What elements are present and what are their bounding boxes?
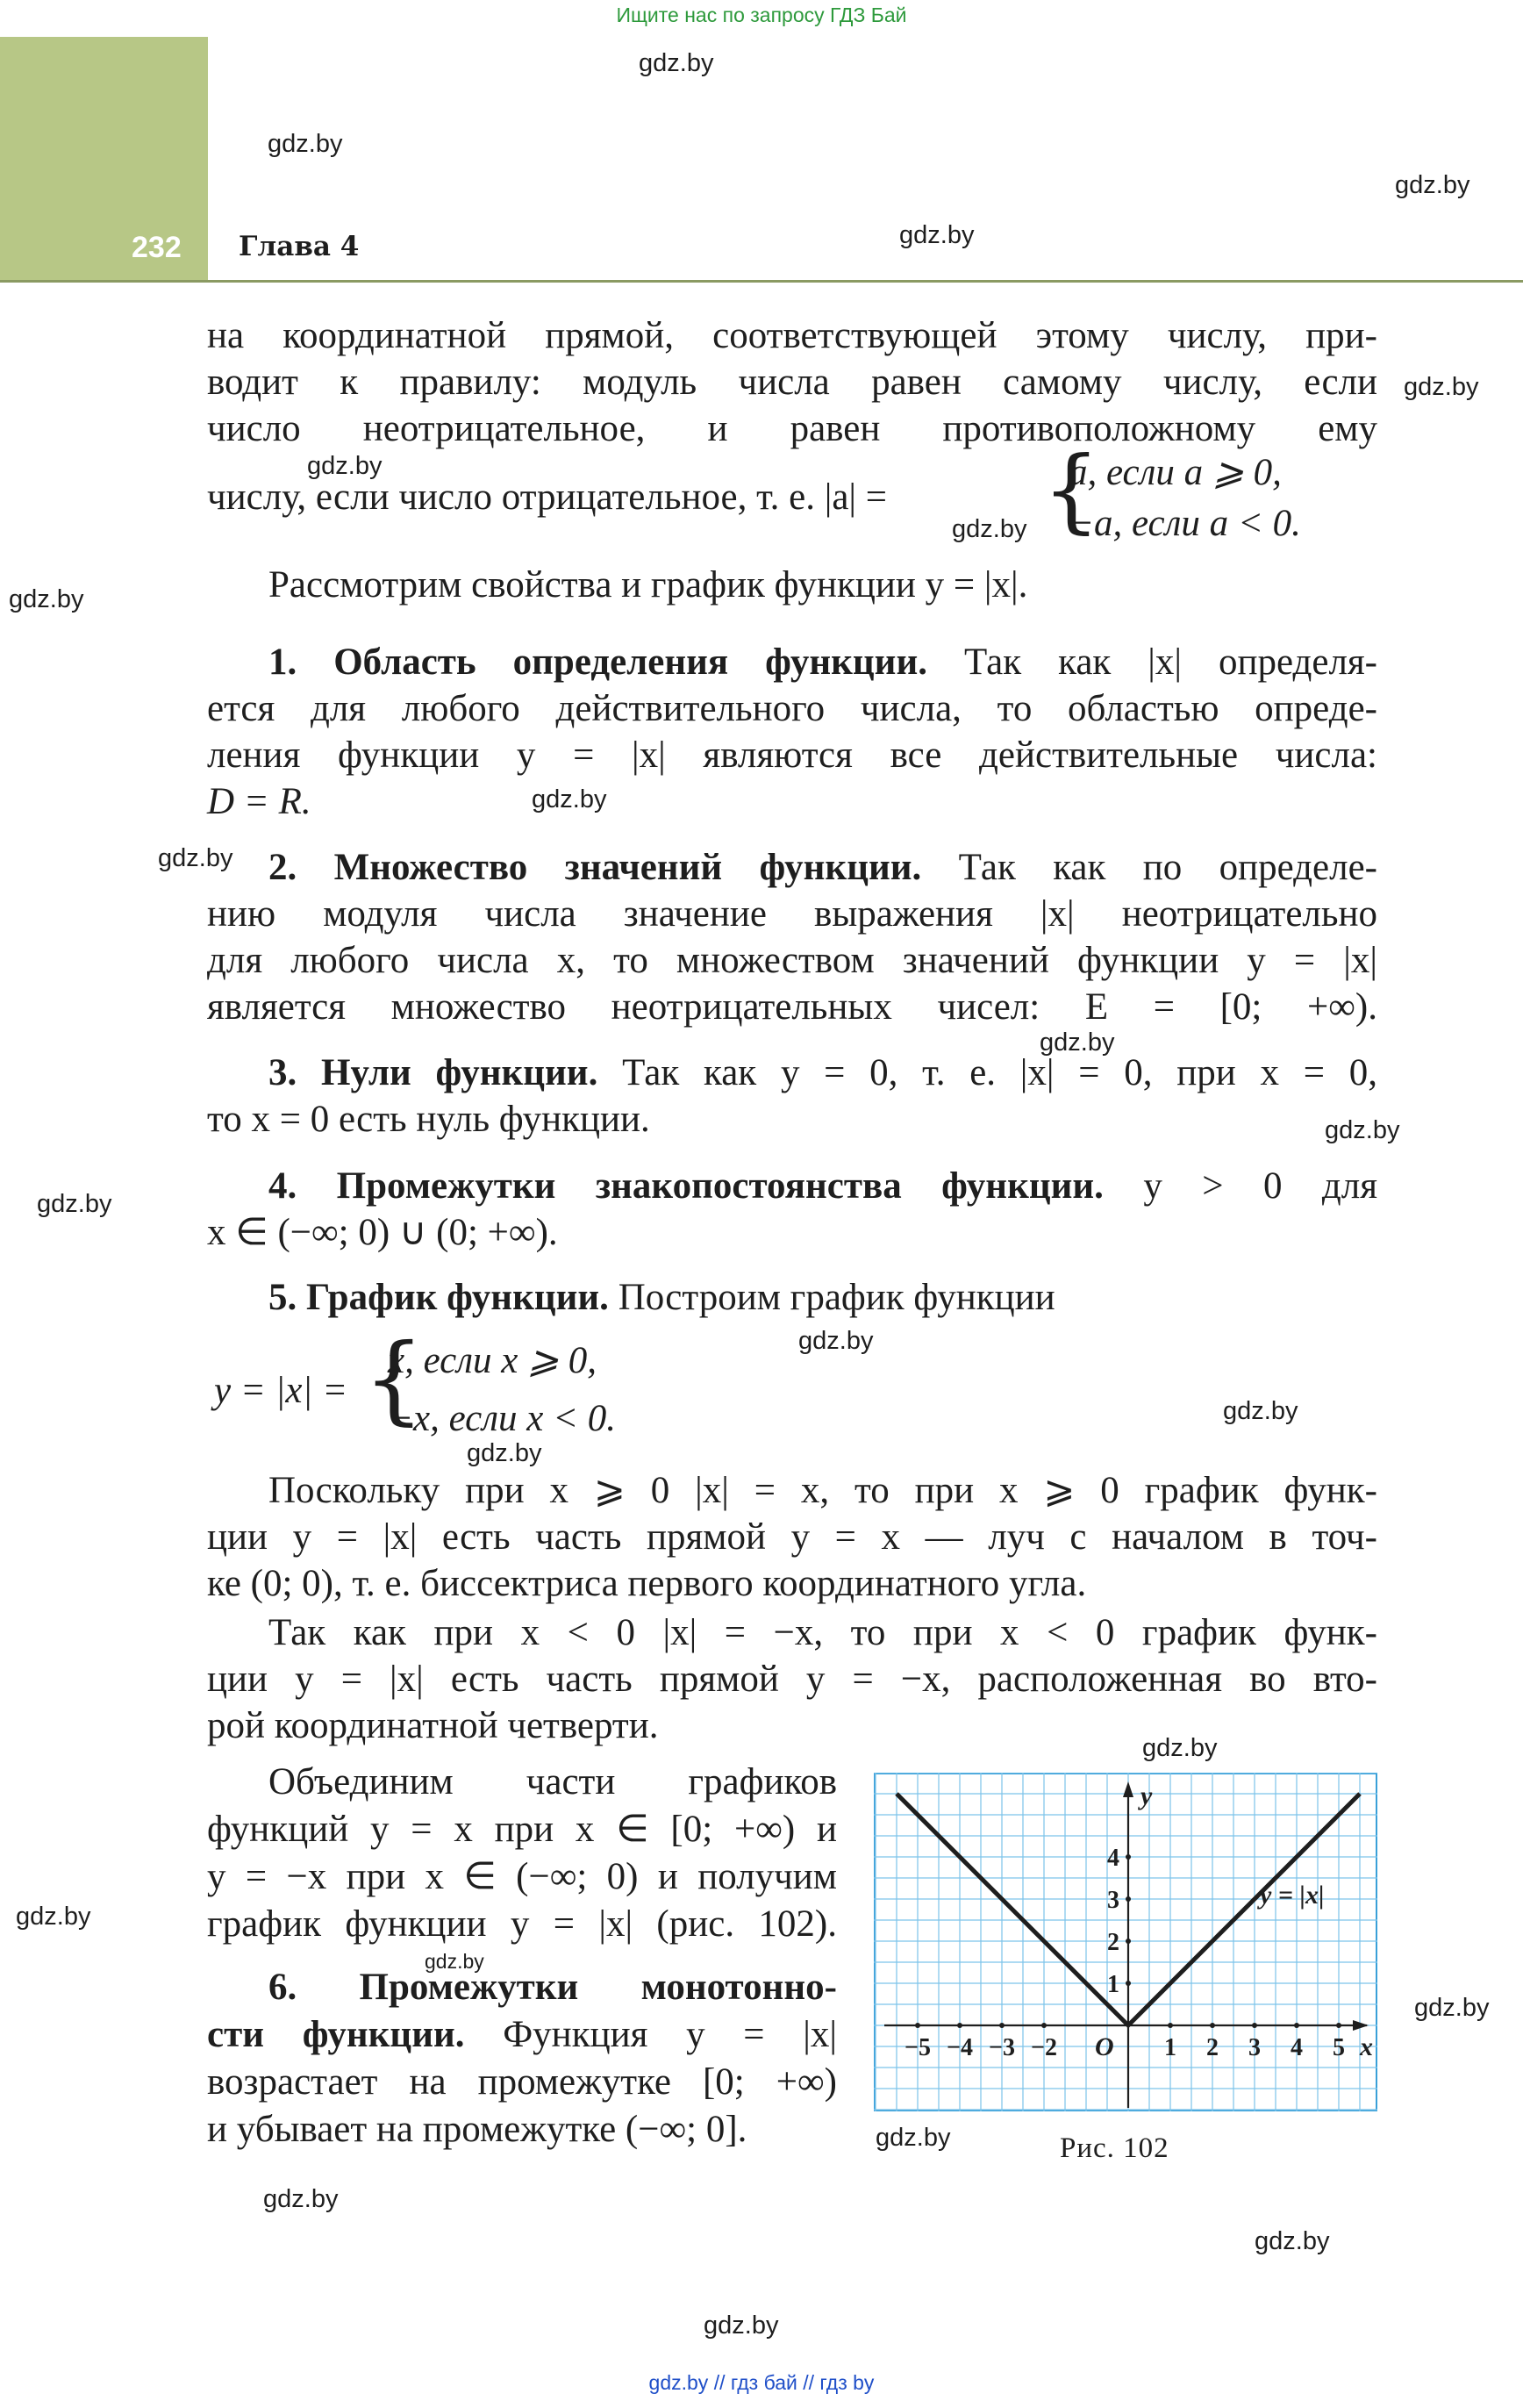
x-tick xyxy=(957,2023,962,2028)
watermark: gdz.by xyxy=(1404,373,1479,401)
y-tick xyxy=(1126,1854,1131,1860)
x-tick-label: 3 xyxy=(1248,2034,1261,2061)
watermark: gdz.by xyxy=(268,130,343,158)
x-tick xyxy=(915,2023,920,2028)
watermark: gdz.by xyxy=(532,785,607,813)
p1-line: ется для любого действительного числа, то областью опреде- xyxy=(207,688,1377,729)
footer-links: gdz.by // гдз бай // гдз by xyxy=(648,2371,875,2394)
p2-line: нию модуля числа значение выражения |x| неотрицательно xyxy=(207,893,1377,935)
x-tick-label: 1 xyxy=(1164,2034,1176,2061)
y-tick xyxy=(1126,1939,1131,1944)
watermark: gdz.by xyxy=(307,452,383,480)
watermark: gdz.by xyxy=(16,1903,91,1931)
watermark: gdz.by xyxy=(425,1950,484,1973)
since2-line: рой координатной четверти. xyxy=(207,1705,659,1746)
p5-lhs: y = |x| = xyxy=(214,1370,348,1411)
since1-line: ции y = |x| есть часть прямой y = x — луч с началом в точ- xyxy=(207,1516,1377,1558)
watermark: gdz.by xyxy=(1395,171,1470,199)
watermark: gdz.by xyxy=(1223,1397,1298,1425)
case-line: x, если x ⩾ 0, xyxy=(388,1340,597,1381)
watermark: gdz.by xyxy=(1142,1734,1218,1762)
brace: { xyxy=(363,1322,425,1435)
p6-line: возрастает на промежутке [0; +∞) xyxy=(207,2061,837,2103)
combine-line: функций y = x при x ∈ [0; +∞) и xyxy=(207,1809,837,1850)
p1-line: ления функции y = |x| являются все действительные числа: xyxy=(207,735,1377,776)
p6-line: 6. Промежутки монотонно- xyxy=(268,1967,837,2008)
y-tick-label: 1 xyxy=(1107,1971,1119,1998)
x-tick xyxy=(1168,2023,1173,2028)
x-tick xyxy=(1336,2023,1341,2028)
watermark: gdz.by xyxy=(876,2124,951,2152)
x-tick-label: 4 xyxy=(1291,2034,1303,2061)
watermark: gdz.by xyxy=(704,2311,779,2340)
y-tick-label: 3 xyxy=(1107,1887,1119,1914)
watermark: gdz.by xyxy=(798,1327,874,1355)
p1-rest: Так как |x| определя- xyxy=(926,641,1378,683)
since2-line: ции y = |x| есть часть прямой y = −x, расположенная во вто- xyxy=(207,1659,1377,1700)
intro-line: на координатной прямой, соответствующей этому числу, при- xyxy=(207,315,1377,356)
watermark: gdz.by xyxy=(37,1190,112,1218)
x-tick xyxy=(1210,2023,1215,2028)
watermark: gdz.by xyxy=(1255,2227,1330,2255)
origin-label: O xyxy=(1095,2032,1114,2061)
page-number: 232 xyxy=(132,231,182,264)
consider-line: Рассмотрим свойства и график функции y = |x|. xyxy=(268,564,1028,606)
p6-lead: сти функции. xyxy=(207,2014,465,2055)
case-line: −x, если x < 0. xyxy=(388,1398,617,1439)
graph-label: y = |x| xyxy=(1260,1880,1325,1910)
y-tick xyxy=(1126,1981,1131,1986)
intro-line: водит к правилу: модуль числа равен самому числу, если xyxy=(207,362,1377,403)
y-axis-label: y xyxy=(1140,1781,1153,1810)
watermark: gdz.by xyxy=(467,1439,542,1467)
intro-line: числу, если число отрицательное, т. е. |a| = xyxy=(207,477,888,518)
p5-rest: Построим график функции xyxy=(608,1277,1055,1318)
x-tick-label: 5 xyxy=(1333,2034,1345,2061)
p5-line xyxy=(268,1274,1055,1321)
chapter-title: Глава 4 xyxy=(239,231,360,262)
x-tick xyxy=(1252,2023,1257,2028)
p1-line xyxy=(268,639,1377,685)
p4-line xyxy=(268,1163,1377,1209)
watermark: gdz.by xyxy=(263,2185,339,2213)
x-tick xyxy=(1294,2023,1299,2028)
search-note: Ищите нас по запросу ГДЗ Бай xyxy=(616,4,907,26)
p1-line: D = R. xyxy=(207,781,311,822)
p4-lead: 4. Промежутки знакопостоянства функции. xyxy=(268,1165,1104,1207)
y-tick-label: 2 xyxy=(1107,1929,1119,1956)
p2-rest: Так как по определе- xyxy=(921,847,1378,888)
x-tick xyxy=(999,2023,1005,2028)
figure-caption: Рис. 102 xyxy=(1060,2132,1169,2164)
x-tick-label: −3 xyxy=(989,2034,1015,2061)
x-tick-label: −4 xyxy=(947,2034,973,2061)
p2-line xyxy=(268,844,1377,891)
p5-lead: 5. График функции. xyxy=(268,1277,609,1318)
watermark: gdz.by xyxy=(158,844,233,872)
header-rule xyxy=(0,280,1523,283)
p6-line: и убывает на промежутке (−∞; 0]. xyxy=(207,2109,747,2150)
x-tick-label: 2 xyxy=(1206,2034,1219,2061)
p3-line: то x = 0 есть нуль функции. xyxy=(207,1099,650,1140)
combine-line: график функции y = |x| (рис. 102). xyxy=(207,1903,837,1945)
since2-line: Так как при x < 0 |x| = −x, то при x < 0 график функ- xyxy=(268,1612,1377,1653)
p1-lead: 1. Область определения функции. xyxy=(268,641,927,683)
p3-rest: Так как y = 0, т. е. |x| = 0, при x = 0, xyxy=(597,1052,1377,1093)
intro-line: число неотрицательное, и равен противоположному ему xyxy=(207,408,1377,449)
watermark: gdz.by xyxy=(899,221,975,249)
watermark: gdz.by xyxy=(1040,1028,1115,1057)
y-tick-label: 4 xyxy=(1107,1845,1119,1872)
watermark: gdz.by xyxy=(952,515,1027,543)
p4-rest: y > 0 для xyxy=(1103,1165,1377,1207)
combine-line: Объединим части графиков xyxy=(268,1761,837,1802)
p6-line xyxy=(207,2011,837,2058)
p3-lead: 3. Нули функции. xyxy=(268,1052,598,1093)
y-tick xyxy=(1126,1896,1131,1902)
x-axis-label: x xyxy=(1360,2032,1373,2061)
p2-lead: 2. Множество значений функции. xyxy=(268,847,922,888)
figure-102 xyxy=(874,1773,1377,2111)
since1-line: ке (0; 0), т. е. биссектриса первого координатного угла. xyxy=(207,1563,1087,1604)
p2-line: для любого числа x, то множеством значений функции y = |x| xyxy=(207,940,1377,981)
brace: { xyxy=(1042,436,1101,543)
x-tick-label: −2 xyxy=(1031,2034,1057,2061)
watermark: gdz.by xyxy=(1325,1116,1400,1144)
p2-line: является множество неотрицательных чисел: E = [0; +∞). xyxy=(207,986,1377,1028)
case-line: a, если a ⩾ 0, xyxy=(1069,452,1282,493)
watermark: gdz.by xyxy=(639,49,714,77)
watermark: gdz.by xyxy=(1414,1994,1490,2022)
x-tick-label: −5 xyxy=(905,2034,931,2061)
combine-line: y = −x при x ∈ (−∞; 0) и получим xyxy=(207,1856,837,1897)
p4-line: x ∈ (−∞; 0) ∪ (0; +∞). xyxy=(207,1212,558,1253)
since1-line: Поскольку при x ⩾ 0 |x| = x, то при x ⩾ 0 график функ- xyxy=(268,1470,1377,1511)
p3-line xyxy=(268,1050,1377,1096)
watermark: gdz.by xyxy=(9,585,84,613)
p6-rest: Функция y = |x| xyxy=(464,2014,837,2055)
case-line: −a, если a < 0. xyxy=(1069,503,1301,544)
x-tick xyxy=(1041,2023,1047,2028)
